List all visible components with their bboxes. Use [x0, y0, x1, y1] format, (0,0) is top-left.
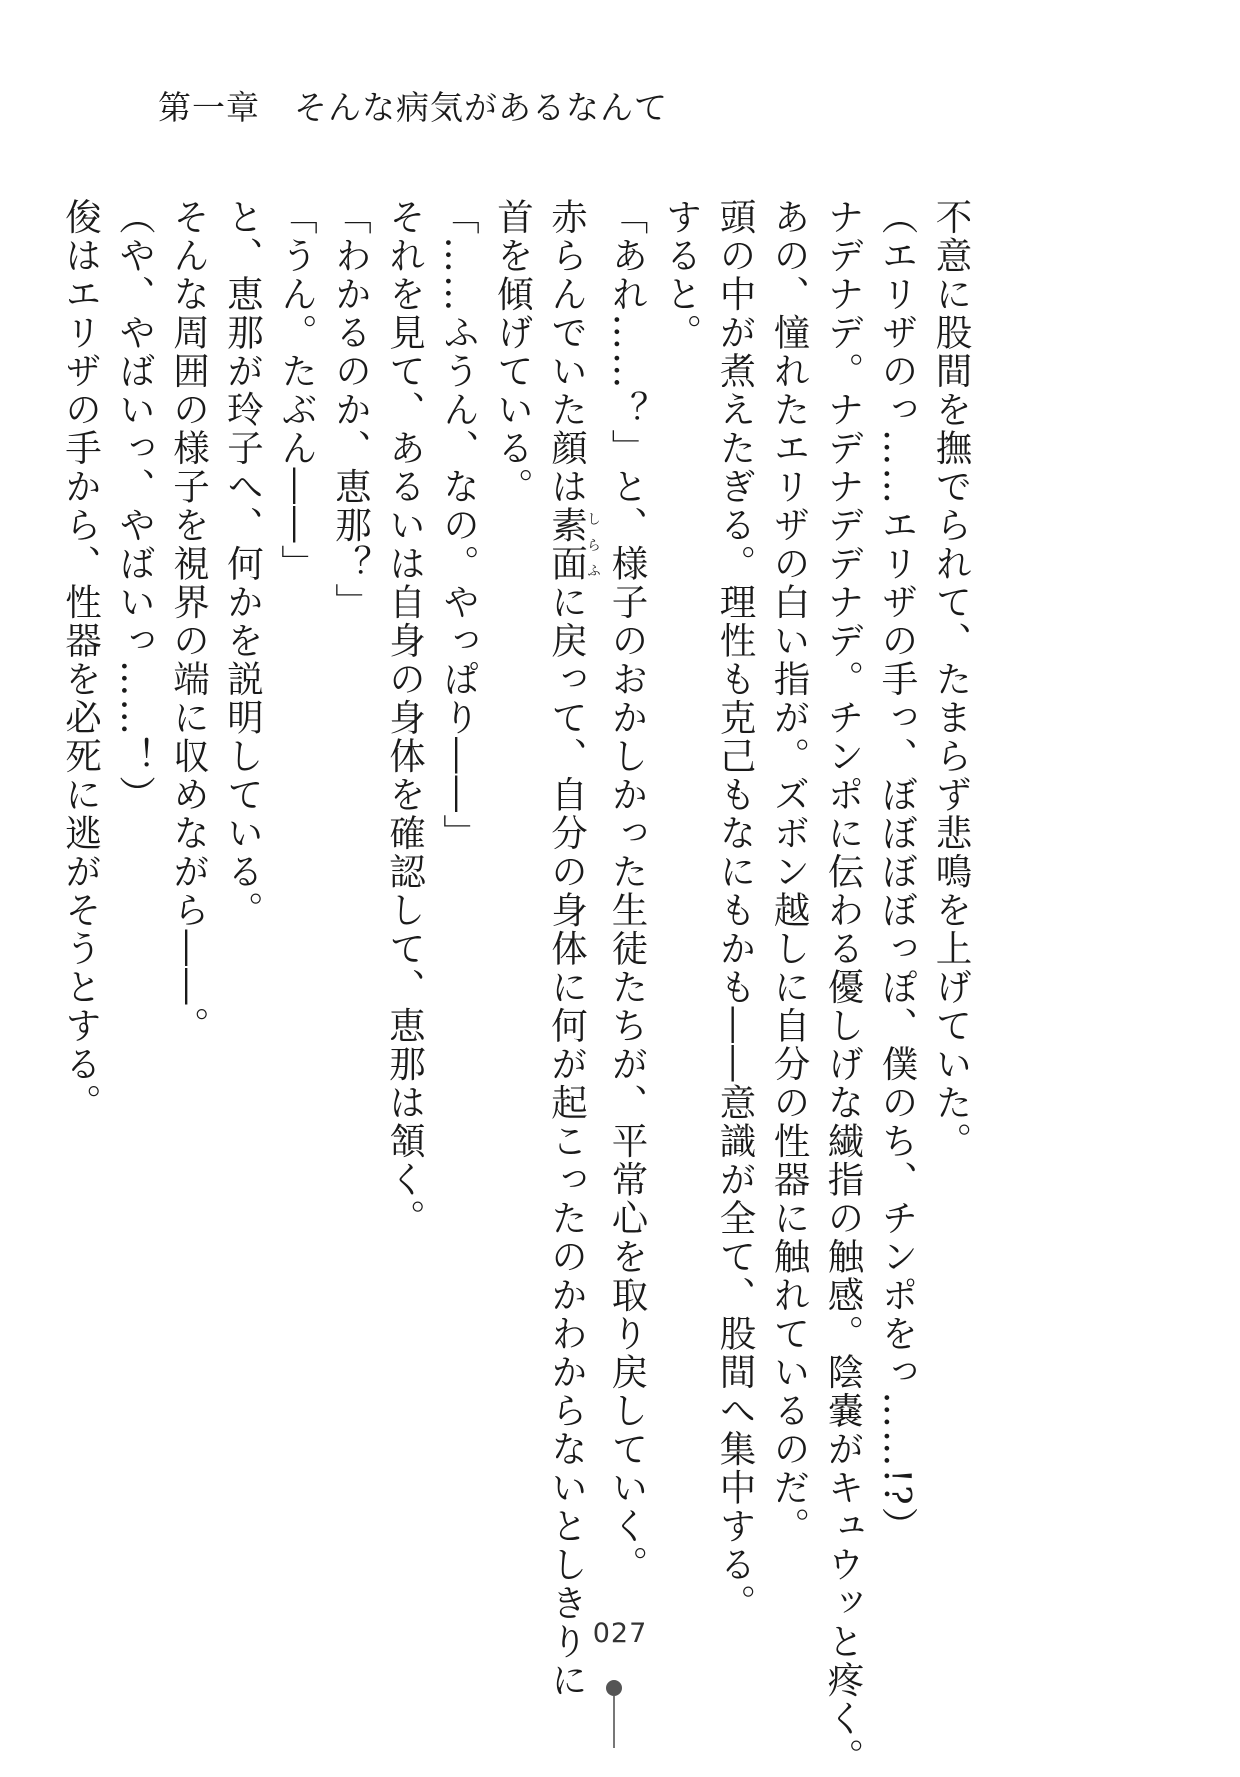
text-line: 「あれ……？」と、様子のおかしかった生徒たちが、平常心を取り戻していく。 — [606, 198, 649, 1584]
text-line — [540, 198, 601, 1700]
text-line: （エリザのっ……エリザの手っ、ぼぼぼぼっぽ、僕のち、チンポをっ……!?） — [876, 198, 919, 1546]
page-number: 027 — [592, 1618, 648, 1649]
chapter-label: 第一章 — [158, 88, 260, 127]
text-line: （や、やばいっ、やばいっ……！） — [113, 198, 157, 814]
chapter-header — [158, 82, 668, 129]
text-line: 頭の中が煮えたぎる。理性も克己もなにもかも――意識が全て、股間へ集中する。 — [714, 198, 757, 1623]
chapter-title: そんな病気があるなんて — [294, 88, 668, 127]
page-marker-dot — [606, 1680, 622, 1696]
text-line: 首を傾げている。 — [491, 198, 535, 506]
text-line: 俊はエリザの手から、性器を必死に逃がそうとする。 — [59, 198, 103, 1122]
ruby-word — [545, 506, 601, 583]
text-line: 「……ふうん、なの。やっぱり――」 — [437, 198, 481, 853]
text-line: そんな周囲の様子を視界の端に収めながら――。 — [167, 198, 211, 1045]
text-line: すると。 — [660, 198, 703, 352]
text-line: それを見て、あるいは自身の身体を確認して、恵那は頷く。 — [383, 198, 427, 1238]
text-line: 不意に股間を撫でられて、たまらず悲鳴を上げていた。 — [930, 198, 973, 1161]
text-line: ナデナデ。ナデナデデナデ。チンポに伝わる優しげな繊指の触感。陰嚢がキュウッと疼く。 — [822, 198, 865, 1777]
text-line: と、恵那が玲子へ、何かを説明している。 — [221, 198, 265, 930]
page-marker-line — [613, 1696, 615, 1748]
text-line: 「わかるのか、恵那？」 — [329, 198, 373, 622]
ruby-reading: しらふ — [585, 506, 601, 583]
text-line: 「うん。たぶん――」 — [275, 198, 319, 583]
ruby-base: 素面 — [545, 506, 589, 583]
text-segment: に戻って、自分の身体に何が起こったのかわからないとしきりに — [545, 583, 589, 1700]
text-segment: 赤らんでいた顔は — [545, 198, 589, 506]
text-line: あの、憧れたエリザの白い指が。ズボン越しに自分の性器に触れているのだ。 — [768, 198, 811, 1546]
